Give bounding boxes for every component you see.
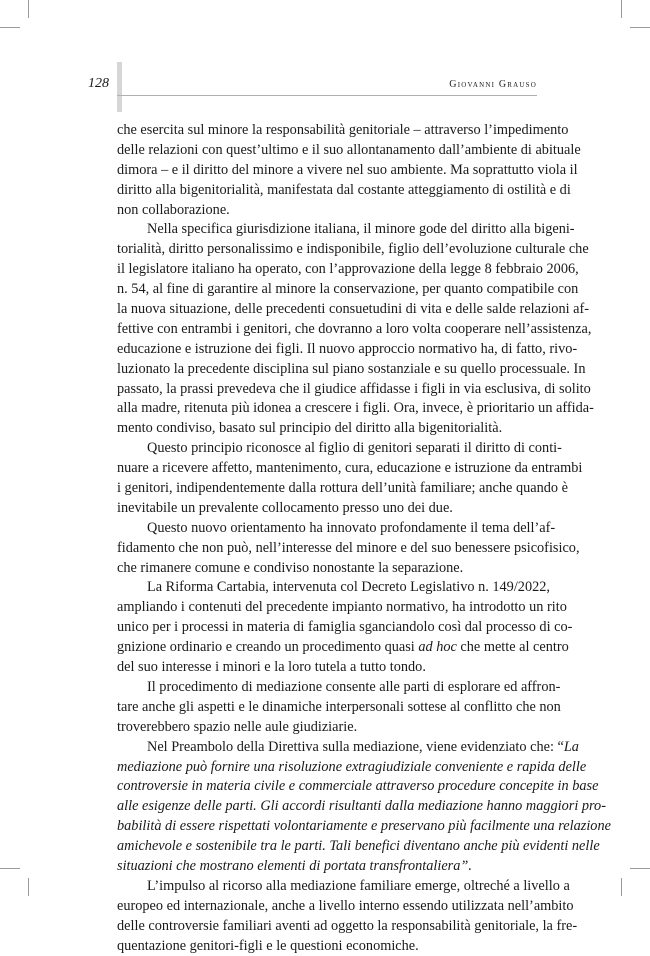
text-line: La Riforma Cartabia, intervenuta col Decreto Legislativo n. 149/2022, — [147, 579, 550, 596]
text-line: Nel Preambolo della Direttiva sulla mediazione, viene evidenziato che: “La — [147, 738, 579, 755]
text-line: nuare a ricevere affetto, mantenimento, cura, educazione e istruzione da entrambi — [117, 460, 583, 477]
text-line: del suo interesse i minori e la loro tutela a tutto tondo. — [117, 659, 426, 676]
text-line: che rimanere comune e condiviso nonostante la separazione. — [117, 559, 464, 576]
body-text — [117, 121, 611, 956]
text-line: quentazione genitori-figli e le questioni economiche. — [117, 937, 419, 954]
crop-mark — [0, 27, 20, 28]
text-line: i genitori, indipendentemente dalla rottura dell’unità familiare; anche quando è — [117, 480, 568, 497]
text-line: passato, la prassi prevedeva che il giudice affidasse i figli in via esclusiva, di solito — [117, 380, 591, 397]
text-line: Questo principio riconosce al figlio di genitori separati il diritto di conti- — [147, 440, 562, 457]
text-line: Questo nuovo orientamento ha innovato profondamente il tema dell’af- — [147, 519, 556, 536]
text-line: dimora – e il diritto del minore a vivere nel suo ambiente. Ma soprattutto viola il — [117, 161, 578, 178]
header-accent-bar — [117, 62, 122, 112]
text-line: luzionato la precedente disciplina sul piano sostanziale e su quello processuale. In — [117, 360, 586, 377]
text-line: delle relazioni con quest’ultimo e il suo allontanamento dall’ambiente di abituale — [117, 141, 581, 158]
text-line: mento condiviso, basato sul principio del diritto alla bigenitorialità. — [117, 420, 503, 437]
running-head-author: Giovanni Grauso — [449, 79, 537, 90]
text-line: fettive con entrambi i genitori, che dovranno a loro volta cooperare nell’assistenza, — [117, 320, 592, 337]
text-line: diritto alla bigenitorialità, manifestata dal costante atteggiamento di ostilità e di — [117, 181, 571, 198]
text-line: torialità, diritto personalissimo e indisponibile, figlio dell’evoluzione culturale che — [117, 241, 589, 258]
crop-mark — [28, 0, 29, 18]
header-rule — [117, 95, 537, 96]
text-line: che esercita sul minore la responsabilità genitoriale – attraverso l’impedimento — [117, 122, 569, 138]
text-line: alle esigenze delle parti. Gli accordi risultanti dalla mediazione hanno maggiori pro- — [117, 798, 606, 815]
crop-mark — [621, 878, 622, 896]
text-line: babilità di essere rispettati volontariamente e preservano più facilmente una relazione — [117, 818, 611, 835]
crop-mark — [630, 27, 650, 28]
text-line: ampliando i contenuti del precedente impianto normativo, ha introdotto un rito — [117, 599, 567, 616]
text-line: tare anche gli aspetti e le dinamiche interpersonali sottese al conflitto che non — [117, 698, 561, 715]
text-line: fidamento che non può, nell’interesse del minore e del suo benessere psicofisico, — [117, 539, 580, 556]
page-number: 128 — [88, 76, 109, 91]
text-line: gnizione ordinario e creando un procedimento quasi ad hoc che mette al centro — [117, 639, 569, 656]
text-line: controversie in materia civile e commerciale attraverso procedure concepite in base — [117, 778, 599, 795]
text-line: inevitabile un prevalente collocamento presso uno dei due. — [117, 499, 453, 516]
text-line: unico per i processi in materia di famiglia sganciandolo così dal processo di co- — [117, 619, 573, 636]
text-line: Nella specifica giurisdizione italiana, il minore gode del diritto alla bigeni- — [147, 221, 575, 238]
text-line: alla madre, ritenuta più idonea a crescere i figli. Ora, invece, è prioritario un affida- — [117, 400, 594, 417]
text-line: non collaborazione. — [117, 201, 230, 218]
text-line: n. 54, al fine di garantire al minore la conservazione, per quanto compatibile con — [117, 281, 579, 298]
text-line: delle controversie familiari aventi ad oggetto la responsabilità genitoriale, la fre- — [117, 917, 578, 934]
text-line: il legislatore italiano ha operato, con l’approvazione della legge 8 febbraio 2006, — [117, 261, 579, 278]
text-line: situazioni che mostrano elementi di portata transfrontaliera”. — [117, 857, 472, 874]
crop-mark — [630, 868, 650, 869]
text-line: troverebbero spazio nelle aule giudiziarie. — [117, 718, 358, 735]
text-line: educazione e istruzione dei figli. Il nuovo approccio normativo ha, di fatto, rivo- — [117, 340, 578, 357]
text-line: Il procedimento di mediazione consente alle parti di esplorare ed affron- — [147, 678, 561, 695]
text-line: la nuova situazione, delle precedenti consuetudini di vita e delle salde relazioni af- — [117, 301, 590, 318]
text-line: amichevole e sostenibile tra le parti. Tali benefici diventano anche più evidenti nelle — [117, 838, 600, 855]
crop-mark — [621, 0, 622, 18]
text-line: mediazione può fornire una risoluzione extragiudiziale conveniente e rapida delle — [117, 758, 587, 775]
crop-mark — [28, 878, 29, 896]
text-line: L’impulso al ricorso alla mediazione familiare emerge, oltreché a livello a — [147, 877, 570, 894]
crop-mark — [0, 868, 20, 869]
text-line: europeo ed internazionale, anche a livello interno essendo utilizzata nell’ambito — [117, 897, 574, 914]
